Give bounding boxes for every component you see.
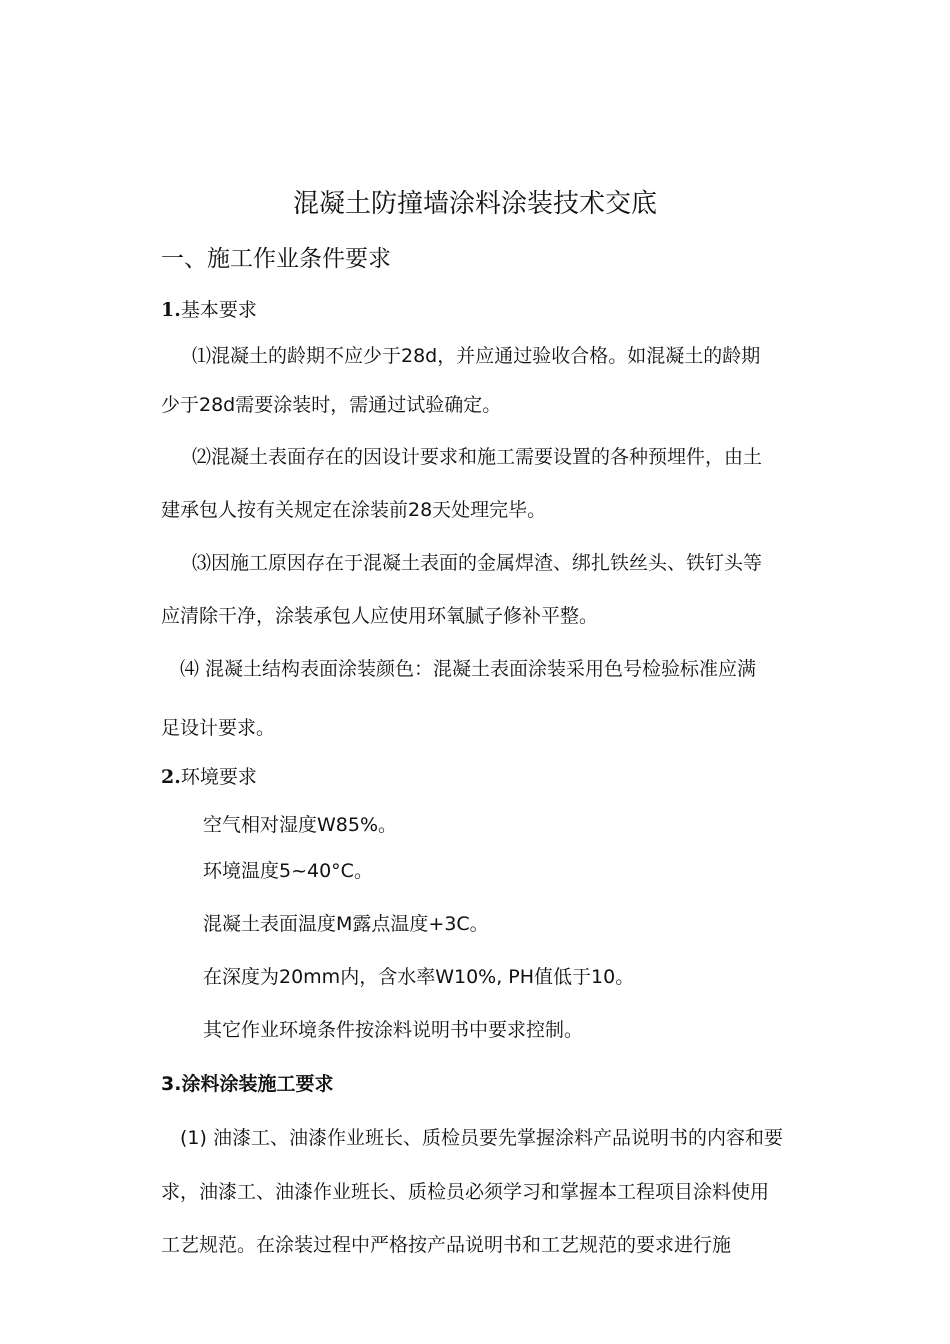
environment-item: 环境温度5~40°C。 [203, 860, 373, 882]
environment-item: 空气相对湿度W85%。 [203, 814, 398, 836]
paragraph-line: 求，油漆工、油漆作业班长、质检员必须学习和掌握本工程项目涂料使用 [161, 1181, 770, 1203]
subsection-number: 1. [161, 299, 181, 321]
subsection-heading-coating: 3.涂料涂装施工要求 [161, 1073, 334, 1095]
paragraph-line: ⑶因施工原因存在于混凝土表面的金属焊渣、绑扎铁丝头、铁钉头等 [192, 552, 763, 574]
subsection-heading-environment [161, 764, 257, 790]
subsection-label: 基本要求 [180, 299, 257, 321]
paragraph-line: 少于28d需要涂装时，需通过试验确定。 [161, 394, 502, 416]
paragraph-line: ⑷ 混凝土结构表面涂装颜色：混凝土表面涂装采用色号检验标准应满 [180, 658, 757, 680]
paragraph-line: (1) 油漆工、油漆作业班长、质检员要先掌握涂料产品说明书的内容和要 [180, 1127, 783, 1149]
paragraph-line: 应清除干净，涂装承包人应使用环氧腻子修补平整。 [161, 605, 599, 627]
environment-item: 在深度为20mm内，含水率W10%, PH值低于10。 [203, 966, 635, 988]
paragraph-line: 建承包人按有关规定在涂装前28天处理完毕。 [161, 499, 547, 521]
subsection-label: 环境要求 [180, 766, 257, 788]
paragraph-line: 工艺规范。在涂装过程中严格按产品说明书和工艺规范的要求进行施 [161, 1234, 732, 1256]
document-title: 混凝土防撞墙涂料涂装技术交底 [292, 189, 657, 219]
paragraph-line: ⑴混凝土的龄期不应少于28d，并应通过验收合格。如混凝土的龄期 [192, 345, 761, 367]
section-heading-1: 一、施工作业条件要求 [161, 246, 391, 272]
environment-item: 混凝土表面温度M露点温度+3C。 [203, 913, 489, 935]
paragraph-line: 足设计要求。 [161, 717, 276, 739]
paragraph-line: ⑵混凝土表面存在的因设计要求和施工需要设置的各种预埋件，由土 [192, 446, 763, 468]
subsection-number: 2. [161, 766, 181, 788]
subsection-heading-basic [161, 297, 257, 323]
environment-item: 其它作业环境条件按涂料说明书中要求控制。 [203, 1019, 584, 1041]
